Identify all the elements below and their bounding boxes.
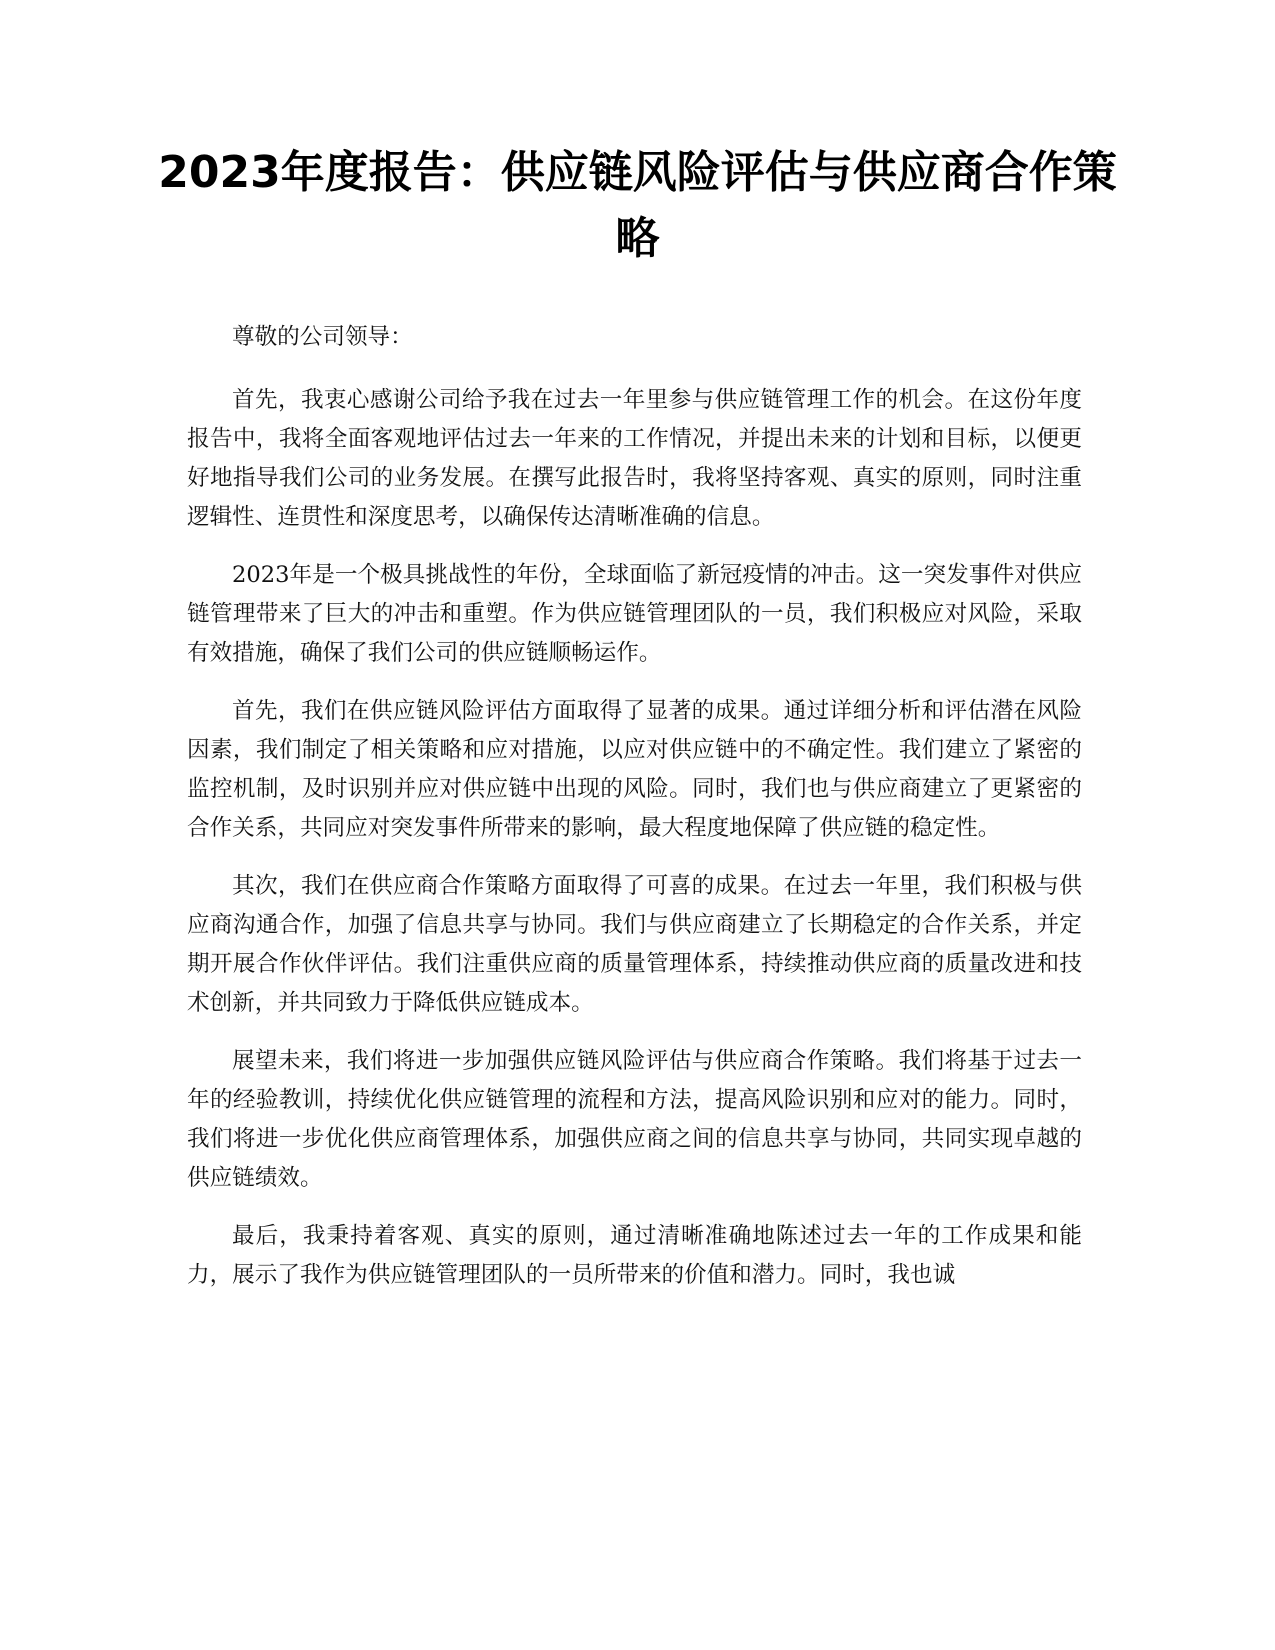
paragraph-5: 展望未来，我们将进一步加强供应链风险评估与供应商合作策略。我们将基于过去一年的经验教训，持续优化供应链管理的流程和方法，提高风险识别和应对的能力。同时，我们将进一步优化供应商管理体系，加强供应商之间的信息共享与协同，共同实现卓越的供应链绩效。: [187, 1048, 1082, 1191]
paragraph-2: 2023年是一个极具挑战性的年份，全球面临了新冠疫情的冲击。这一突发事件对供应链管理带来了巨大的冲击和重塑。作为供应链管理团队的一员，我们积极应对风险，采取有效措施，确保了我们公司的供应链顺畅运作。: [187, 562, 1082, 666]
document-body: [187, 318, 1082, 1314]
paragraph-3: 首先，我们在供应链风险评估方面取得了显著的成果。通过详细分析和评估潜在风险因素，我们制定了相关策略和应对措施，以应对供应链中的不确定性。我们建立了紧密的监控机制，及时识别并应对供应链中出现的风险。同时，我们也与供应商建立了更紧密的合作关系，共同应对突发事件所带来的影响，最大程度地保障了供应链的稳定性。: [187, 698, 1082, 841]
paragraph-6: 最后，我秉持着客观、真实的原则，通过清晰准确地陈述过去一年的工作成果和能力，展示了我作为供应链管理团队的一员所带来的价值和潜力。同时，我也诚: [187, 1223, 1082, 1288]
paragraph-1: 首先，我衷心感谢公司给予我在过去一年里参与供应链管理工作的机会。在这份年度报告中，我将全面客观地评估过去一年来的工作情况，并提出未来的计划和目标，以便更好地指导我们公司的业务发展。在撰写此报告时，我将坚持客观、真实的原则，同时注重逻辑性、连贯性和深度思考，以确保传达清晰准确的信息。: [187, 387, 1082, 530]
salutation: 尊敬的公司领导：: [232, 324, 413, 350]
paragraph-4: 其次，我们在供应商合作策略方面取得了可喜的成果。在过去一年里，我们积极与供应商沟通合作，加强了信息共享与协同。我们与供应商建立了长期稳定的合作关系，并定期开展合作伙伴评估。我们注重供应商的质量管理体系，持续推动供应商的质量改进和技术创新，并共同致力于降低供应链成本。: [187, 873, 1082, 1016]
document-title: 2023年度报告：供应链风险评估与供应商合作策略: [158, 147, 1117, 264]
